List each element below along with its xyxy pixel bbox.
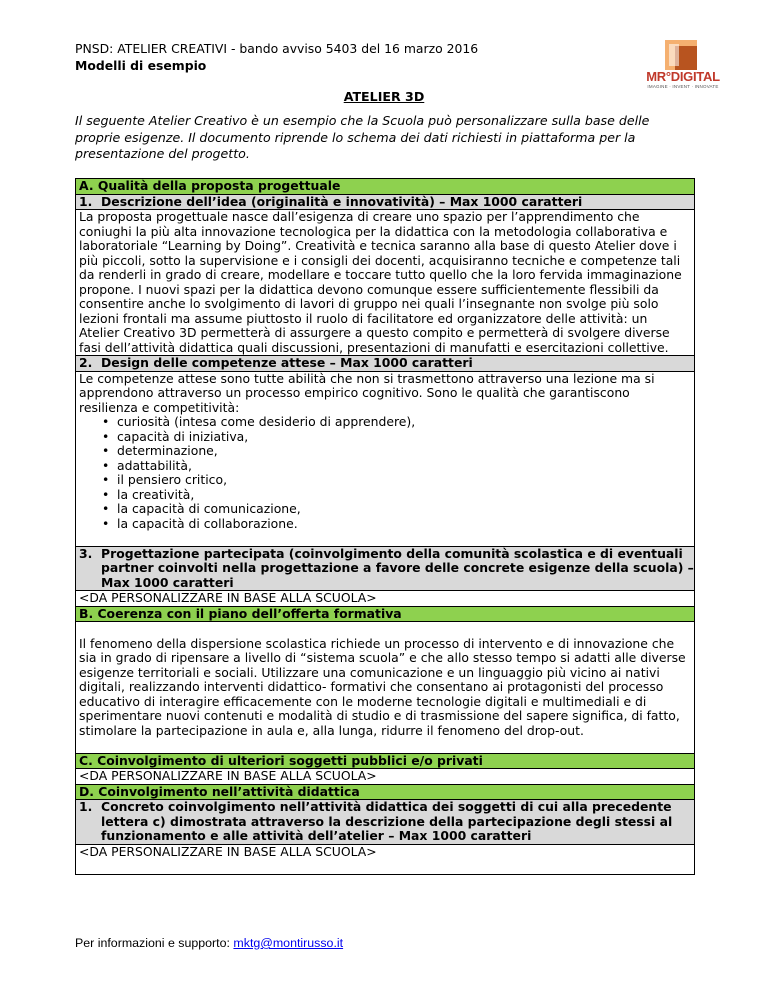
competence-item: • determinazione, bbox=[117, 444, 691, 459]
d1-header bbox=[76, 800, 694, 845]
a3-body bbox=[76, 591, 694, 607]
a1-description: La proposta progettuale nasce dall’esigenza di creare uno spazio per l’apprendimento che coniughi la più alta innovazione tecnologica per la didattica con la metodologia collaborativa e laboratoriale “Learning by Doing”. Creatività e tecnica saranno alla base di questo Atelier dove i più piccoli, sotto la supervisione e i consigli dei docenti, acquisiranno tecniche e competenze tali da renderli in grado di creare, modellare e toccare tutto quello che la loro fervida immaginazione propone. I nuovi spazi per la didattica devono comunque essere sufficientemente flessibili da consentire anche lo svolgimento di lavori di gruppo nei quali l’insegnante non svolge più solo lezioni frontali ma assume piuttosto il ruolo di facilitatore ed organizzatore delle attività: un Atelier Creativo 3D permetterà di assurgere a questo compito e permetterà di svolgere diverse fasi dell’attività didattica quali discussioni, presentazioni di manufatti e esercitazioni collettive. bbox=[79, 209, 682, 355]
header-subtitle: Modelli di esempio bbox=[75, 58, 207, 73]
competence-item: • curiosità (intesa come desiderio di apprendere), bbox=[117, 415, 691, 430]
d1-number: 1. bbox=[79, 799, 93, 814]
section-c-body bbox=[76, 769, 694, 785]
section-b-body bbox=[76, 622, 694, 754]
a2-number: 2. bbox=[79, 355, 93, 370]
support-email-link[interactable]: mktg@montirusso.it bbox=[233, 936, 344, 950]
competence-item: • la capacità di comunicazione, bbox=[117, 502, 691, 517]
section-b-header: B. Coerenza con il piano dell’offerta formativa bbox=[76, 607, 694, 623]
a3-title: Progettazione partecipata (coinvolgimento della comunità scolastica e di eventuali partner coinvolti nella progettazione a favore delle concrete esigenze della scuola) – Max 1000 caratteri bbox=[101, 545, 694, 590]
a1-body bbox=[76, 210, 694, 356]
a1-title: Descrizione dell’idea (originalità e innovatività) – Max 1000 caratteri bbox=[101, 193, 583, 209]
document-title: ATELIER 3D bbox=[343, 89, 425, 104]
a2-header bbox=[76, 356, 694, 372]
section-b-description: Il fenomeno della dispersione scolastica richiede un processo di intervento e di innovazione che sia in grado di ripensare a livello di “sistema scuola” e che allo stesso tempo si adatti alle diverse esigenze territoriali e sociali. Utilizzare una comunicazione e un linguaggio più vicino ai nativi digitali, realizzando interventi didattico- formativi che consentano ai protagonisti del processo educativo di interagire efficacemente con le moderne tecnologie digitali e multimediali e di sperimentare nuovi contenuti e modalità di studio e di trasmissione del sapere significa, di fatto, stimolare la partecipazione in aula e, alla lunga, ridurre il fenomeno del drop-out. bbox=[79, 635, 686, 738]
header-program-line: PNSD: ATELIER CREATIVI - bando avviso 5403 del 16 marzo 2016 bbox=[75, 41, 479, 56]
section-c-placeholder: <DA PERSONALIZZARE IN BASE ALLA SCUOLA> bbox=[79, 768, 377, 783]
a2-body bbox=[76, 372, 694, 547]
footer bbox=[75, 935, 343, 951]
intro-paragraph: Il seguente Atelier Creativo è un esempio che la Scuola può personalizzare sulla base delle proprie esigenze. Il documento riprende lo schema dei dati richiesti in piattaforma per la presentazione del progetto. bbox=[75, 113, 650, 161]
competence-item: • adattabilità, bbox=[117, 459, 691, 474]
competence-list bbox=[79, 415, 691, 531]
footer-label: Per informazioni e supporto: bbox=[75, 936, 230, 950]
d1-title: Concreto coinvolgimento nell’attività didattica dei soggetti di cui alla precedente lettera c) dimostrata attraverso la descrizione della partecipazione degli stessi al funzionamento e alle attività dell’atelier – Max 1000 caratteri bbox=[101, 799, 673, 843]
competence-item: • capacità di iniziativa, bbox=[117, 430, 691, 445]
a2-description: Le competenze attese sono tutte abilità che non si trasmettono attraverso una lezione ma si apprendono attraverso un processo empirico cognitivo. Sono le qualità che garantiscono resilienza e competitività: bbox=[79, 370, 655, 415]
section-c-header: C. Coinvolgimento di ulteriori soggetti pubblici e/o privati bbox=[76, 754, 694, 770]
a1-number: 1. bbox=[79, 193, 93, 209]
mr-digital-logo bbox=[645, 40, 721, 90]
competence-item: • la capacità di collaborazione. bbox=[117, 517, 691, 532]
d1-body bbox=[76, 845, 694, 874]
a3-placeholder: <DA PERSONALIZZARE IN BASE ALLA SCUOLA> bbox=[79, 590, 377, 605]
competence-item: • il pensiero critico, bbox=[117, 473, 691, 488]
d1-placeholder: <DA PERSONALIZZARE IN BASE ALLA SCUOLA> bbox=[79, 843, 377, 859]
a1-header bbox=[76, 195, 694, 211]
a3-number: 3. bbox=[79, 545, 93, 561]
a3-header bbox=[76, 547, 694, 592]
a2-title: Design delle competenze attese – Max 1000 caratteri bbox=[101, 355, 473, 370]
logo-tagline: IMAGINE · INVENT · INNOVATE bbox=[647, 84, 719, 89]
section-d-header: D. Coinvolgimento nell’attività didattica bbox=[76, 785, 694, 801]
logo-square-highlight bbox=[669, 44, 679, 66]
logo-brand-text: MR°DIGITAL bbox=[646, 69, 720, 84]
project-form-table bbox=[75, 178, 695, 875]
section-a-header: A. Qualità della proposta progettuale bbox=[76, 179, 694, 195]
competence-item: • la creatività, bbox=[117, 488, 691, 503]
blank-line bbox=[79, 531, 691, 546]
blank-line bbox=[79, 622, 691, 637]
blank-line bbox=[79, 738, 691, 753]
page-header bbox=[75, 40, 478, 74]
blank-line bbox=[79, 859, 691, 874]
